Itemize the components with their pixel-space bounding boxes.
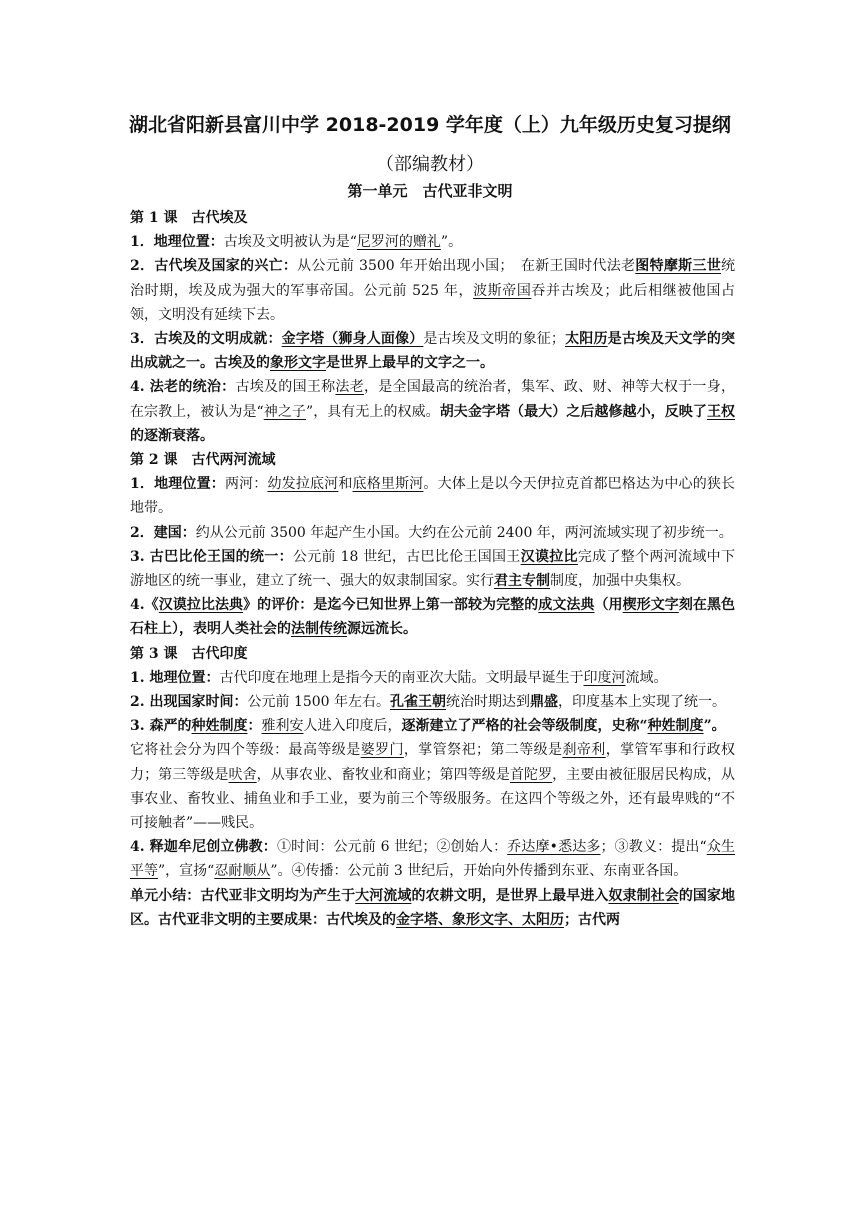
lesson-1-pharaoh: 4. 法老的统治：古埃及的国王称法老，是全国最高的统治者，集军、政、财、神等大权于一身，在宗教上，被认为是“神之子”，具有无上的权威。胡夫金字塔（最大）之后越修越小，反映了王权的逐渐衰落。 <box>130 379 735 444</box>
lesson-3-caste: 3. 森严的种姓制度：雅利安人进入印度后，逐渐建立了严格的社会等级制度，史称“种姓制度”。 <box>130 718 726 735</box>
document-body <box>130 206 735 932</box>
lesson-1-geography: 1．地理位置：古埃及文明被认为是“尼罗河的赠礼”。 <box>130 234 463 251</box>
lesson-2-code: 4.《汉谟拉比法典》的评价：是迄今已知世界上第一部较为完整的成文法典（用楔形文字刻在黑色石柱上），表明人类社会的法制传统源远流长。 <box>130 597 736 638</box>
lesson-3-geography: 1. 地理位置：古代印度在地理上是指今天的南亚次大陆。文明最早诞生于印度河流域。 <box>130 669 668 686</box>
document-subtitle: （部编教材） <box>376 154 484 175</box>
lesson-2-geography: 1．地理位置：两河：幼发拉底河和底格里斯河。大体上是以今天伊拉克首都巴格达为中心的狭长地带。 <box>130 476 736 517</box>
lesson-1-achievements: 3．古埃及的文明成就：金字塔（狮身人面像）是古埃及文明的象征；太阳历是古埃及天文学的突出成就之一。古埃及的象形文字是世界上最早的文字之一。 <box>130 331 736 372</box>
lesson-1-rise-fall: 2．古代埃及国家的兴亡：从公元前 3500 年开始出现小国； 在新王国时代法老图特摩斯三世统治时期，埃及成为强大的军事帝国。公元前 525 年，波斯帝国吞并古埃及；此后相继被他国占领，文明没有延续下去。 <box>130 258 736 323</box>
lesson-3-buddhism: 4. 释迦牟尼创立佛教：①时间：公元前 6 世纪；②创始人：乔达摩•悉达多；③教义：提出“众生平等”，宣扬“忍耐顺从”。④传播：公元前 3 世纪后，开始向外传播到东亚、东南亚各国。 <box>130 839 735 880</box>
unit-heading: 第一单元 古代亚非文明 <box>347 182 513 200</box>
lesson-1-heading: 第 1 课 古代埃及 <box>130 210 248 226</box>
unit-summary: 单元小结：古代亚非文明均为产生于大河流域的农耕文明，是世界上最早进入奴隶制社会的国家地区。古代亚非文明的主要成果：古代埃及的金字塔、象形文字、太阳历；古代两 <box>130 887 736 928</box>
document-title: 湖北省阳新县富川中学 2018-2019 学年度（上）九年级历史复习提纲 <box>129 114 731 136</box>
lesson-3-state: 2. 出现国家时间：公元前 1500 年左右。孔雀王朝统治时期达到鼎盛，印度基本上实现了统一。 <box>130 694 727 711</box>
lesson-3-heading: 第 3 课 古代印度 <box>130 645 248 662</box>
lesson-2-babylon: 3. 古巴比伦王国的统一：公元前 18 世纪，古巴比伦王国国王汉谟拉比完成了整个两河流域中下游地区的统一事业，建立了统一、强大的奴隶制国家。实行君主专制制度，加强中央集权。 <box>130 548 735 590</box>
lesson-2-founding: 2．建国：约从公元前 3500 年起产生小国。大约在公元前 2400 年，两河流域实现了初步统一。 <box>130 524 733 541</box>
lesson-2-heading: 第 2 课 古代两河流域 <box>130 452 276 469</box>
lesson-3-caste-levels: 它将社会分为四个等级：最高等级是婆罗门，掌管祭祀；第二等级是刹帝利，掌管军事和行政权力；第三等级是吠舍，从事农业、畜牧业和商业；第四等级是首陀罗，主要由被征服居民构成，从事农业、畜牧业、捕鱼业和手工业，要为前三个等级服务。在这四个等级之外，还有最卑贱的“不可接触者”——贱民。 <box>130 742 736 832</box>
